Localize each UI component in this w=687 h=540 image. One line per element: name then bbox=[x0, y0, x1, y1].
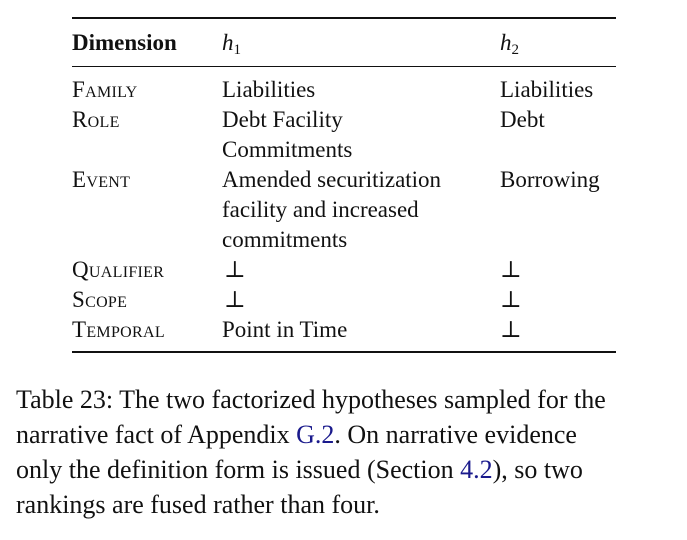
caption-line-1: Table 23: The two factorized hypotheses sampled for the bbox=[16, 385, 606, 414]
row-event-h1-line1: Amended securitization bbox=[222, 167, 442, 192]
row-temporal-h2: ⊥ bbox=[500, 317, 522, 342]
row-event-h1-line3: commitments bbox=[222, 227, 348, 252]
row-role-dimension: Role bbox=[72, 107, 120, 132]
top-rule bbox=[72, 17, 616, 19]
section-ref-link[interactable]: 4.2 bbox=[460, 455, 493, 484]
header-h1-sub: 1 bbox=[233, 42, 241, 58]
table-caption bbox=[16, 382, 676, 522]
caption-line-4: rankings are fused rather than four. bbox=[16, 490, 380, 519]
header-h1-base: h bbox=[222, 30, 234, 55]
caption-line-2-text-b: . On narrative evidence bbox=[334, 420, 577, 449]
row-event-h1-line2: facility and increased bbox=[222, 197, 419, 222]
header-h2 bbox=[500, 28, 519, 65]
row-qualifier-dimension: Qualifier bbox=[72, 257, 165, 282]
row-qualifier-h1: ⊥ bbox=[224, 257, 246, 282]
caption-line-2-text-a: narrative fact of Appendix bbox=[16, 420, 297, 449]
row-scope-h2: ⊥ bbox=[500, 287, 522, 312]
row-temporal-dimension: Temporal bbox=[72, 317, 165, 342]
row-role-h1-line1: Debt Facility bbox=[222, 107, 343, 132]
row-temporal-h1: Point in Time bbox=[222, 317, 348, 342]
appendix-ref-link[interactable]: G.2 bbox=[296, 420, 335, 449]
header-h2-sub: 2 bbox=[511, 42, 519, 58]
bottom-rule bbox=[72, 351, 616, 353]
header-dimension: Dimension bbox=[72, 30, 177, 55]
caption-line-2 bbox=[16, 417, 676, 452]
row-family-dimension: Family bbox=[72, 77, 138, 102]
header-h1 bbox=[222, 28, 241, 65]
row-event-h2: Borrowing bbox=[500, 167, 600, 192]
row-qualifier-h2: ⊥ bbox=[500, 257, 522, 282]
row-family-h1: Liabilities bbox=[222, 77, 316, 102]
row-scope-dimension: Scope bbox=[72, 287, 128, 312]
row-scope-h1: ⊥ bbox=[224, 287, 246, 312]
caption-line-3-text-a: only the definition form is issued (Section bbox=[16, 455, 461, 484]
caption-line-3 bbox=[16, 452, 676, 487]
row-family-h2: Liabilities bbox=[500, 77, 594, 102]
header-h2-base: h bbox=[500, 30, 512, 55]
mid-rule bbox=[72, 66, 616, 67]
caption-line-3-text-b: ), so two bbox=[492, 455, 583, 484]
row-role-h1-line2: Commitments bbox=[222, 137, 353, 162]
row-event-dimension: Event bbox=[72, 167, 131, 192]
row-role-h2: Debt bbox=[500, 107, 545, 132]
